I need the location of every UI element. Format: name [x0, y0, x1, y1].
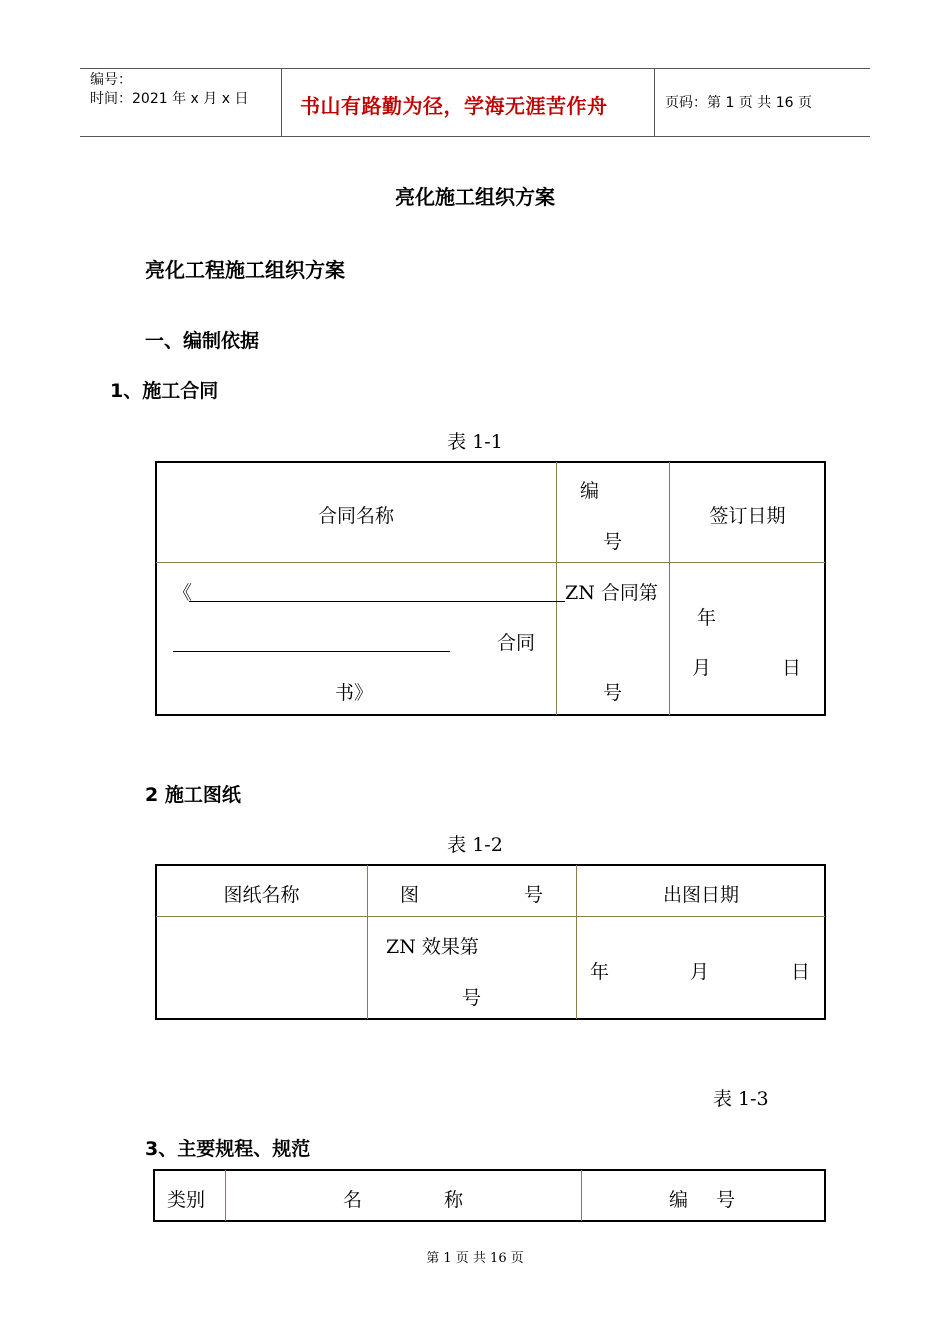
subsection-heading-2: 2 施工图纸 [145, 784, 241, 806]
table2-year: 年 [590, 961, 610, 983]
table1-blank-line-1 [189, 601, 565, 602]
table2-caption: 表 1-2 [447, 834, 503, 856]
table1-no-bottom: 号 [603, 682, 623, 704]
table1-row-divider [156, 562, 825, 563]
subsection-heading-1: 1、施工合同 [110, 380, 219, 402]
section-heading-1: 一、编制依据 [145, 330, 260, 352]
header-top-rule [80, 68, 870, 69]
header-motto: 书山有路勤为径，学海无涯苦作舟 [300, 94, 608, 118]
table1-header-no-top: 编 [580, 480, 600, 502]
table3-header-no-left: 编 [669, 1189, 689, 1211]
table1-day: 日 [782, 657, 802, 679]
table1-col-divider-1 [556, 462, 557, 715]
table3-header-name-right: 称 [444, 1189, 464, 1211]
time-label: 时间：2021 年 x 月 x 日 [90, 91, 249, 107]
table2-no-top: ZN 效果第 [386, 936, 479, 958]
table2-header-no-right: 号 [524, 884, 544, 906]
table2-no-bottom: 号 [462, 987, 482, 1009]
table1-no-top: ZN 合同第 [565, 582, 658, 604]
table2-header-name: 图纸名称 [223, 884, 300, 906]
header-bottom-rule [80, 136, 870, 137]
table1-header-date: 签订日期 [709, 505, 786, 527]
serial-label: 编号： [90, 72, 132, 88]
table1-open-quote: 《 [173, 582, 193, 604]
table2-col-divider-1 [367, 865, 368, 1019]
table3-header-name-left: 名 [343, 1189, 363, 1211]
table1-blank-line-2 [173, 651, 450, 652]
subsection-heading-3: 3、主要规程、规范 [145, 1138, 311, 1160]
subtitle: 亮化工程施工组织方案 [145, 258, 345, 282]
table2-day: 日 [791, 961, 811, 983]
table1 [155, 461, 826, 716]
table1-year: 年 [697, 607, 717, 629]
table1-col-divider-2 [669, 462, 670, 715]
table2-header-date: 出图日期 [662, 884, 739, 906]
table3-caption: 表 1-3 [713, 1088, 769, 1110]
table3-col-divider-1 [225, 1170, 226, 1221]
header-divider-left [281, 68, 282, 136]
table3-col-divider-2 [581, 1170, 582, 1221]
table1-month: 月 [692, 657, 712, 679]
header-divider-right [654, 68, 655, 136]
table1-contract-close: 书》 [335, 682, 374, 704]
page-footer: 第 1 页 共 16 页 [426, 1251, 524, 1266]
table3-header-no-right: 号 [716, 1189, 736, 1211]
table3-header-category: 类别 [167, 1189, 206, 1211]
doc-title: 亮化施工组织方案 [395, 185, 555, 209]
table1-contract-tail: 合同 [497, 632, 536, 654]
table2-month: 月 [690, 961, 710, 983]
page-info: 页码：第 1 页 共 16 页 [665, 95, 812, 111]
table2-row-divider [156, 916, 825, 917]
table2-header-no-left: 图 [400, 884, 420, 906]
table1-header-no-bottom: 号 [603, 531, 623, 553]
table1-caption: 表 1-1 [447, 431, 503, 453]
table1-header-name: 合同名称 [317, 505, 394, 527]
